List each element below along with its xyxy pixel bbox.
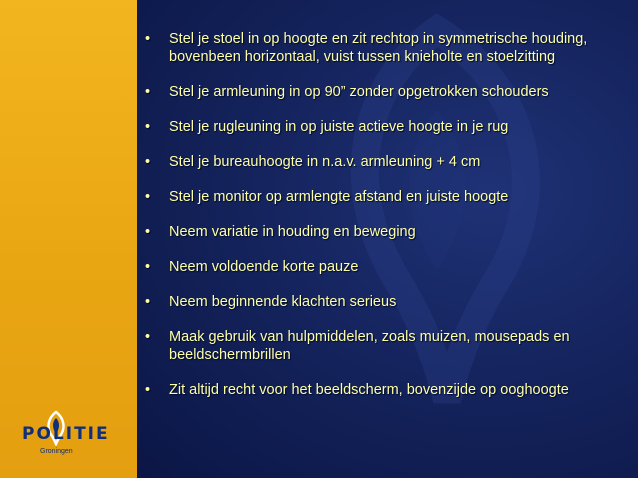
list-item: • Stel je stoel in op hoogte en zit rechtop in symmetrische houding, bovenbeen horizontaal, vuist tussen knieholte en stoelzitting [145,31,588,65]
list-item: • Neem voldoende korte pauze [145,259,359,275]
list-item: • Neem variatie in houding en beweging [145,224,416,240]
logo-name: POLITIE [22,424,110,444]
list-item: • Neem beginnende klachten serieus [145,294,397,310]
politie-logo [20,410,132,460]
list-item: • Stel je armleuning in op 90” zonder opgetrokken schouders [145,84,549,100]
list-item: • Maak gebruik van hulpmiddelen, zoals muizen, mousepads en beeldschermbrillen [145,329,570,363]
bullet-icon: • [145,31,151,47]
bullet-icon: • [145,224,151,240]
list-item: • Stel je monitor op armlengte afstand en juiste hoogte [145,189,509,205]
bullet-icon: • [145,189,151,205]
bullet-icon: • [145,294,151,310]
list-item: • Zit altijd recht voor het beeldscherm, bovenzijde op ooghoogte [145,382,569,398]
list-item: • Stel je bureauhoogte in n.a.v. armleuning + 4 cm [145,154,481,170]
bullet-icon: • [145,119,151,135]
slide-content [137,0,638,478]
list-item: • Stel je rugleuning in op juiste actieve hoogte in je rug [145,119,509,135]
bullet-icon: • [145,84,151,100]
sidebar-panel [0,0,137,478]
bullet-icon: • [145,329,151,345]
bullet-icon: • [145,154,151,170]
bullet-icon: • [145,259,151,275]
logo-region: Groningen [40,448,73,455]
bullet-icon: • [145,382,151,398]
bullet-list [145,30,635,399]
